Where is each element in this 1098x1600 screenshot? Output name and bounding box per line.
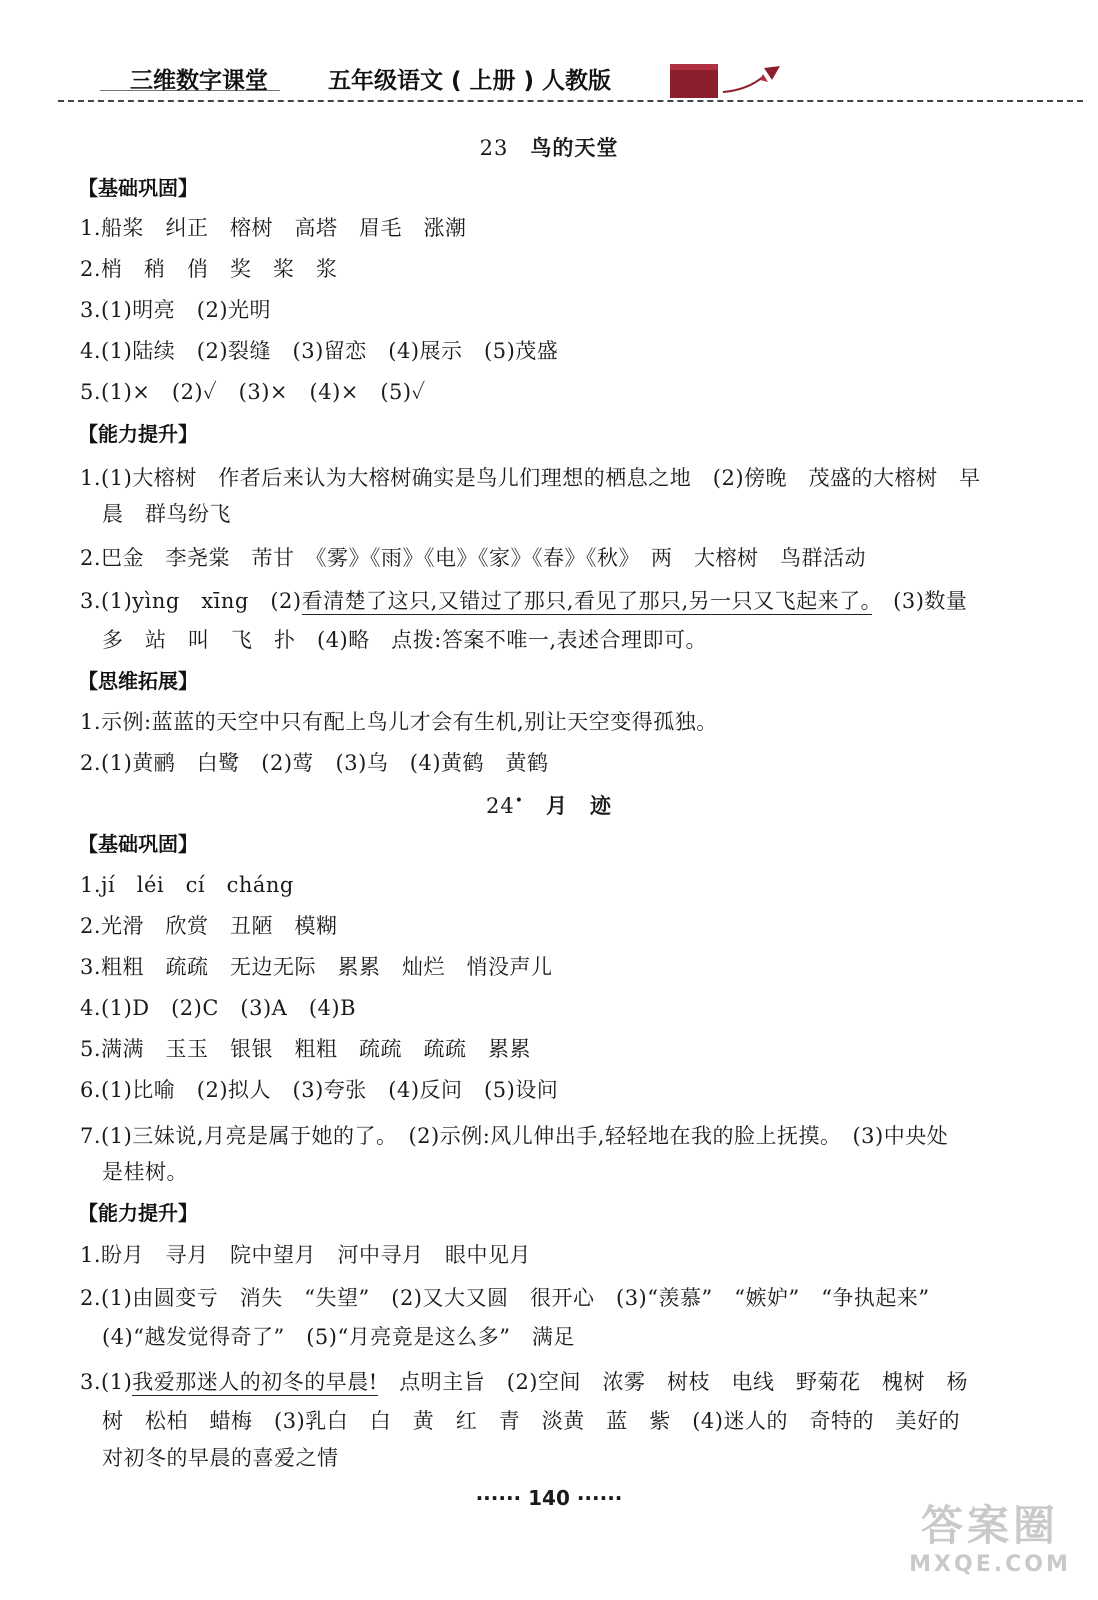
answer-line-continued: 多 站 叫 飞 扑 (4)略 点拨:答案不唯一,表述合理即可。 <box>102 628 707 652</box>
answer-line: 2.(1)由圆变亏 消失 “失望” (2)又大又圆 很开心 (3)“羡慕” “嫉妒” “争执起来” <box>80 1286 930 1310</box>
answer-line: 3.(1)明亮 (2)光明 <box>80 298 272 322</box>
lesson-number <box>486 794 524 818</box>
answer-line: 1.盼月 寻月 院中望月 河中寻月 眼中见月 <box>80 1243 532 1267</box>
optional-lesson-mark: • <box>514 793 524 809</box>
answer-line: 2.光滑 欣赏 丑陋 模糊 <box>80 914 338 938</box>
answer-text: 点明主旨 (2)空间 浓雾 树枝 电线 野菊花 槐树 杨 <box>377 1370 968 1394</box>
answer-line-continued: 晨 群鸟纷飞 <box>102 502 231 526</box>
answer-line: 2.梢 稍 俏 奖 桨 浆 <box>80 257 338 281</box>
book-rocket-icon <box>668 62 788 102</box>
answer-line-continued: 是桂树。 <box>102 1160 188 1184</box>
watermark-text: 答案圈 <box>920 1501 1059 1550</box>
section-heading-basic: 【基础巩固】 <box>78 176 198 200</box>
lesson-24-title <box>0 790 1098 820</box>
answer-line: 1.jí léi cí cháng <box>80 873 294 897</box>
answer-line: 4.(1)陆续 (2)裂缝 (3)留恋 (4)展示 (5)茂盛 <box>80 339 559 363</box>
series-title: 三维数字课堂 <box>130 68 268 94</box>
answer-line: 1.(1)大榕树 作者后来认为大榕树确实是鸟儿们理想的栖息之地 (2)傍晚 茂盛的大榕树 早 <box>80 466 981 490</box>
section-heading-basic: 【基础巩固】 <box>78 832 198 856</box>
answer-line-continued: 对初冬的早晨的喜爱之情 <box>102 1446 339 1470</box>
answer-text: (3)数量 <box>871 589 968 613</box>
answer-line: 6.(1)比喻 (2)拟人 (3)夸张 (4)反问 (5)设问 <box>80 1078 559 1102</box>
page-header <box>0 0 1098 110</box>
section-heading-ability: 【能力提升】 <box>78 1201 198 1225</box>
answer-line: 5.满满 玉玉 银银 粗粗 疏疏 疏疏 累累 <box>80 1037 532 1061</box>
answer-line <box>80 585 1060 615</box>
answer-line: 7.(1)三妹说,月亮是属于她的了。 (2)示例:风儿伸出手,轻轻地在我的脸上抚摸。 (3)中央处 <box>80 1124 949 1148</box>
section-heading-thinking: 【思维拓展】 <box>78 669 198 693</box>
watermark-url: MXQE.COM <box>909 1552 1071 1577</box>
answer-line-continued: 树 松柏 蜡梅 (3)乳白 白 黄 红 青 淡黄 蓝 紫 (4)迷人的 奇特的 美好的 <box>102 1409 960 1433</box>
answer-line: 1.示例:蓝蓝的天空中只有配上鸟儿才会有生机,别让天空变得孤独。 <box>80 710 718 734</box>
header-dashed-line <box>58 100 1083 102</box>
page-number: ······ 140 ······ <box>475 1486 623 1510</box>
lesson-23-title <box>0 132 1098 162</box>
underlined-answer: 看清楚了这只,又错过了那只,看见了那只,另一只又飞起来了。 <box>301 589 872 613</box>
answer-line-continued: (4)“越发觉得奇了” (5)“月亮竟是这么多” 满足 <box>102 1325 575 1349</box>
answer-line: 2.(1)黄鹂 白鹭 (2)莺 (3)乌 (4)黄鹤 黄鹤 <box>80 751 549 775</box>
answer-line: 5.(1)× (2)✓ (3)× (4)× (5)✓ <box>80 380 426 404</box>
lesson-name: 月 迹 <box>546 793 612 818</box>
underlined-answer: 我爱那迷人的初冬的早晨! <box>132 1370 378 1394</box>
answer-line <box>80 1366 1060 1396</box>
section-heading-ability: 【能力提升】 <box>78 422 198 446</box>
answer-text: 3.(1) <box>80 1370 133 1394</box>
book-title: 五年级语文 ( 上册 ) 人教版 <box>328 68 612 94</box>
answer-line: 4.(1)D (2)C (3)A (4)B <box>80 996 357 1020</box>
lesson-number: 23 <box>479 136 509 160</box>
answer-line: 2.巴金 李尧棠 芾甘 《雾》《雨》《电》《家》《春》《秋》 两 大榕树 鸟群活动 <box>80 546 867 570</box>
answer-line: 3.粗粗 疏疏 无边无际 累累 灿烂 悄没声儿 <box>80 955 553 979</box>
lesson-name: 鸟的天堂 <box>530 135 619 160</box>
lesson-number-text: 24 <box>486 794 515 818</box>
answer-text: 3.(1)yìng xīng (2) <box>80 589 302 613</box>
answer-line: 1.船桨 纠正 榕树 高塔 眉毛 涨潮 <box>80 216 467 240</box>
watermark-logo <box>900 1500 1080 1595</box>
